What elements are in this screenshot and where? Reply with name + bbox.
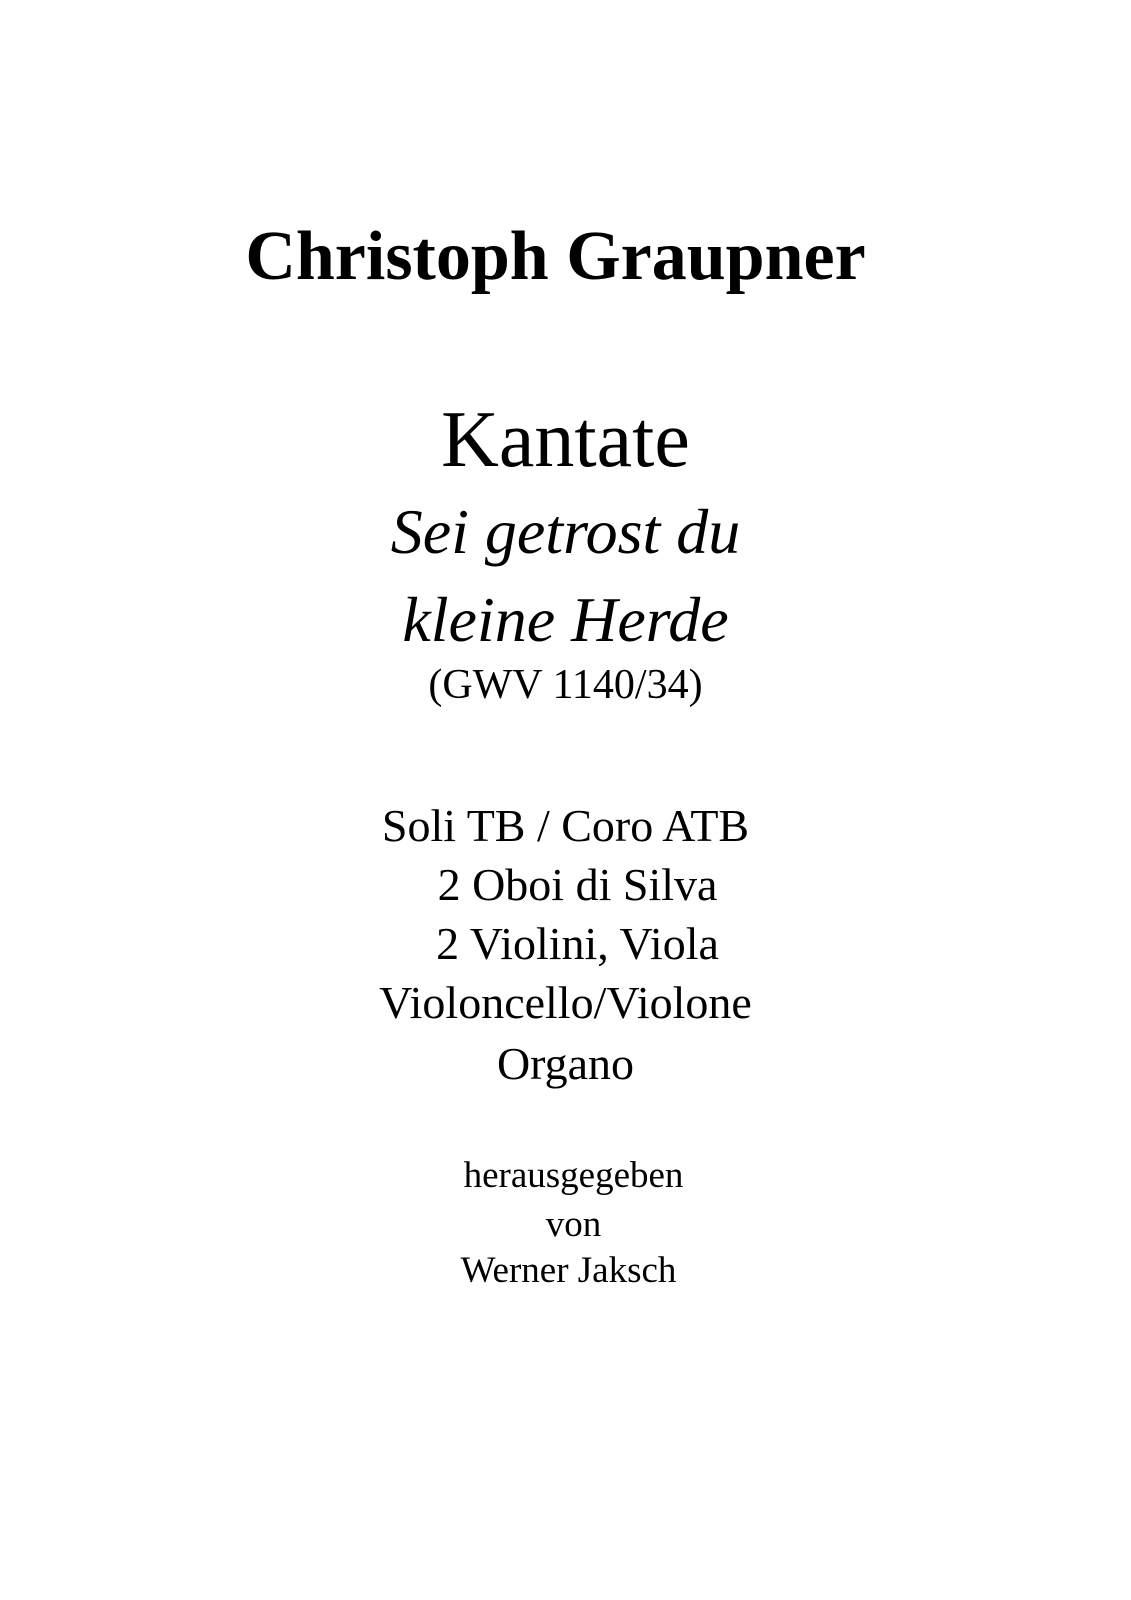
work-title-line-1: Sei getrost du bbox=[390, 496, 741, 567]
catalog-number: (GWV 1140/34) bbox=[428, 662, 703, 708]
scoring-bass-strings: Violoncello/Violone bbox=[379, 977, 752, 1028]
scoring-oboes: 2 Oboi di Silva bbox=[437, 859, 718, 910]
scoring-organ: Organo bbox=[496, 1038, 635, 1089]
scoring-strings: 2 Violini, Viola bbox=[436, 918, 719, 969]
editor-label-edited: herausgegeben bbox=[463, 1155, 684, 1196]
work-title-line-2: kleine Herde bbox=[402, 584, 729, 655]
scoring-voices: Soli TB / Coro ATB bbox=[381, 800, 750, 851]
work-genre: Kantate bbox=[441, 396, 690, 484]
composer-name: Christoph Graupner bbox=[245, 218, 866, 295]
editor-label-by: von bbox=[545, 1204, 602, 1245]
editor-name: Werner Jaksch bbox=[460, 1250, 677, 1291]
